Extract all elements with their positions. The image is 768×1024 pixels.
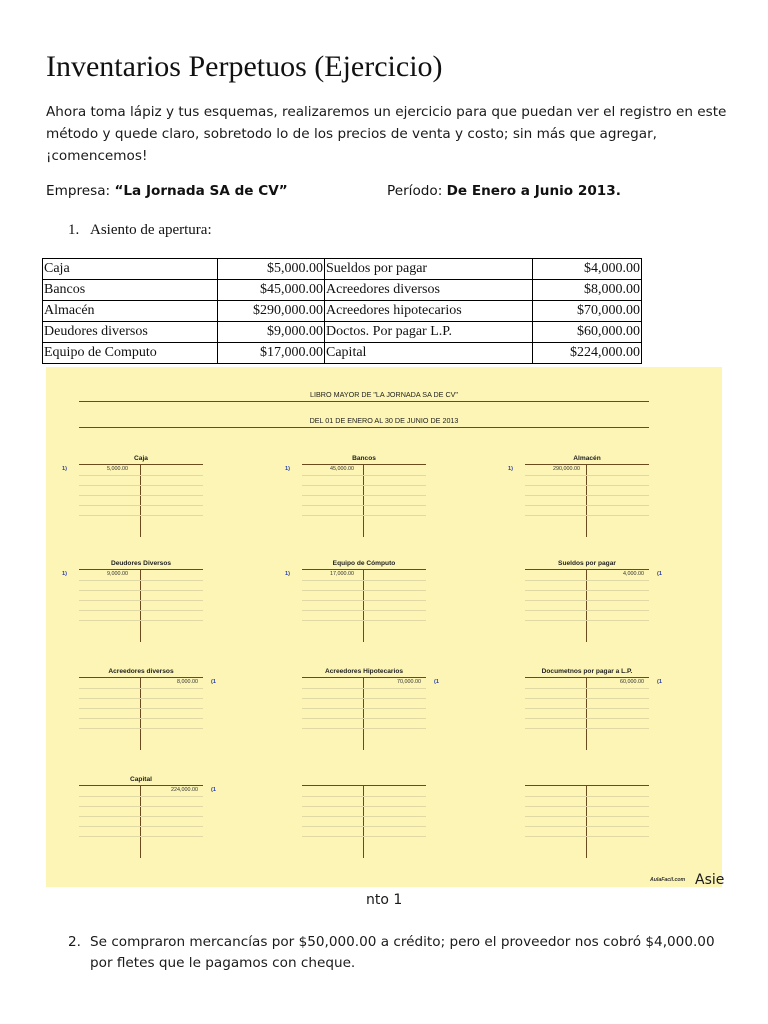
t-account-grid-line [79, 698, 203, 699]
account-name-debit: Caja [43, 259, 218, 280]
t-account-grid-line [525, 600, 649, 601]
amount-credit: $4,000.00 [533, 259, 642, 280]
amount-debit: $45,000.00 [218, 280, 325, 301]
t-account-top-rule [525, 464, 649, 465]
t-account-grid-line [79, 718, 203, 719]
t-account [79, 668, 216, 750]
account-name-credit: Sueldos por pagar [325, 259, 533, 280]
entry-ref-left: 1) [285, 571, 290, 577]
amount-credit: $60,000.00 [533, 322, 642, 343]
t-account-grid-line [302, 718, 426, 719]
t-account-grid-line [302, 610, 426, 611]
t-account-grid-line [525, 485, 649, 486]
t-account-top-rule [79, 464, 203, 465]
list-item-2 [68, 932, 738, 974]
t-account-grid-line [525, 796, 649, 797]
t-account-grid-line [79, 826, 203, 827]
t-account [285, 455, 426, 537]
list-item-1 [68, 222, 212, 239]
t-account-grid-line [79, 728, 203, 729]
empresa-label: Empresa: [46, 183, 115, 199]
t-account-grid-line [302, 708, 426, 709]
table-row [43, 259, 642, 280]
empresa-line [46, 183, 288, 199]
t-account-debit: 17,000.00 [330, 571, 354, 577]
t-account-top-rule [302, 677, 426, 678]
t-account [302, 776, 426, 858]
ledger-subheading: DEL 01 DE ENERO AL 30 DE JUNIO DE 2013 [309, 416, 459, 425]
t-account-grid-line [302, 698, 426, 699]
t-account-grid-line [79, 495, 203, 496]
empresa-value: “La Jornada SA de CV” [114, 183, 288, 199]
t-account-top-rule [302, 464, 426, 465]
t-account [525, 776, 649, 858]
t-account-name: Acreedores Hipotecarios [324, 668, 404, 675]
t-account-grid-line [525, 836, 649, 837]
list-item-number: 1. [68, 222, 80, 238]
entry-ref-left: 1) [62, 571, 67, 577]
t-account-grid-line [79, 688, 203, 689]
t-account-top-rule [525, 677, 649, 678]
ledger-heading: LIBRO MAYOR DE "LA JORNADA SA DE CV" [310, 390, 458, 399]
t-account-name: Caja [134, 455, 148, 462]
t-account-name: Equipo de Cómputo [332, 560, 396, 567]
t-account-credit: 4,000.00 [623, 571, 644, 577]
t-account-grid-line [525, 610, 649, 611]
t-account-grid-line [302, 620, 426, 621]
t-account-grid-line [525, 620, 649, 621]
t-account-grid-line [302, 600, 426, 601]
t-account-grid-line [525, 718, 649, 719]
t-account [62, 560, 203, 642]
periodo-label: Período: [387, 183, 447, 199]
amount-debit: $5,000.00 [218, 259, 325, 280]
t-account-grid-line [79, 708, 203, 709]
entry-ref-right: (1 [211, 787, 216, 793]
t-account-grid-line [302, 485, 426, 486]
t-account-credit: 224,000.00 [171, 787, 198, 793]
table-row [43, 322, 642, 343]
periodo-line [387, 183, 621, 199]
t-account-name: Sueldos por pagar [558, 560, 616, 567]
t-account-grid-line [79, 620, 203, 621]
account-name-debit: Bancos [43, 280, 218, 301]
t-account-credit: 70,000.00 [397, 679, 421, 685]
caption-part-2: nto 1 [366, 892, 403, 908]
t-account-name: Capital [130, 776, 152, 783]
t-account-grid-line [525, 728, 649, 729]
entry-ref-right: (1 [434, 679, 439, 685]
t-account [79, 776, 216, 858]
t-account-grid-line [79, 505, 203, 506]
ledger-subheading-rule [79, 427, 649, 428]
t-account-grid-line [525, 515, 649, 516]
t-account-credit: 60,000.00 [620, 679, 644, 685]
t-account-grid-line [525, 475, 649, 476]
t-account-grid-line [79, 610, 203, 611]
t-account-grid-line [79, 590, 203, 591]
t-account-grid-line [302, 515, 426, 516]
t-account-grid-line [525, 580, 649, 581]
t-account-name: Acreedores diversos [108, 668, 174, 675]
t-account-credit: 8,000.00 [177, 679, 198, 685]
table-row [43, 280, 642, 301]
t-account [302, 668, 439, 750]
account-name-credit: Acreedores diversos [325, 280, 533, 301]
t-account-grid-line [302, 836, 426, 837]
t-account [525, 560, 662, 642]
account-name-credit: Capital [325, 343, 533, 364]
t-account-top-rule [79, 569, 203, 570]
entry-ref-right: (1 [657, 679, 662, 685]
t-account-grid-line [525, 698, 649, 699]
caption-part-1: Asie [695, 872, 725, 888]
entry-ref-left: 1) [508, 466, 513, 472]
account-name-debit: Almacén [43, 301, 218, 322]
t-account-grid-line [302, 728, 426, 729]
t-account-grid-line [302, 505, 426, 506]
t-account-debit: 45,000.00 [330, 466, 354, 472]
t-account-name: Documetnos por pagar a L.P. [541, 668, 633, 675]
account-name-debit: Deudores diversos [43, 322, 218, 343]
t-account-grid-line [525, 708, 649, 709]
t-account-grid-line [79, 485, 203, 486]
t-account-grid-line [525, 590, 649, 591]
t-account-top-rule [302, 785, 426, 786]
entry-ref-left: 1) [285, 466, 290, 472]
t-account-grid-line [525, 495, 649, 496]
t-account-grid-line [302, 590, 426, 591]
amount-credit: $8,000.00 [533, 280, 642, 301]
t-account [285, 560, 426, 642]
t-account-name: Deudores Diversos [110, 560, 172, 567]
t-account-grid-line [79, 816, 203, 817]
t-account-grid-line [79, 475, 203, 476]
aulafacil-watermark: AulaFacil.com [650, 877, 686, 883]
t-account-grid-line [302, 796, 426, 797]
amount-debit: $290,000.00 [218, 301, 325, 322]
t-account-grid-line [79, 580, 203, 581]
t-account [62, 455, 203, 537]
t-account-grid-line [302, 816, 426, 817]
t-account-grid-line [79, 836, 203, 837]
t-account-grid-line [302, 580, 426, 581]
t-account-top-rule [302, 569, 426, 570]
t-account [508, 455, 649, 537]
t-account-grid-line [302, 688, 426, 689]
ledger-image [46, 367, 725, 888]
t-account-grid-line [525, 826, 649, 827]
amount-debit: $17,000.00 [218, 343, 325, 364]
t-account-grid-line [79, 796, 203, 797]
t-account-grid-line [302, 475, 426, 476]
t-account-grid-line [79, 515, 203, 516]
t-account-name: Bancos [352, 455, 376, 462]
t-account-grid-line [302, 495, 426, 496]
t-account-top-rule [525, 785, 649, 786]
t-account-grid-line [525, 806, 649, 807]
account-name-credit: Acreedores hipotecarios [325, 301, 533, 322]
opening-entry-table [42, 258, 642, 364]
t-account-grid-line [302, 806, 426, 807]
t-account-grid-line [525, 816, 649, 817]
t-account-grid-line [525, 505, 649, 506]
account-name-credit: Doctos. Por pagar L.P. [325, 322, 533, 343]
entry-ref-left: 1) [62, 466, 67, 472]
periodo-value: De Enero a Junio 2013. [446, 183, 621, 199]
ledger-heading-rule [79, 401, 649, 402]
amount-debit: $9,000.00 [218, 322, 325, 343]
t-account-grid-line [79, 600, 203, 601]
amount-credit: $70,000.00 [533, 301, 642, 322]
list-item-number: 2. [68, 934, 81, 950]
list-item-text: Asiento de apertura: [90, 222, 212, 238]
entry-ref-right: (1 [211, 679, 216, 685]
t-account-debit: 9,000.00 [107, 571, 128, 577]
page-title: Inventarios Perpetuos (Ejercicio) [46, 50, 443, 83]
amount-credit: $224,000.00 [533, 343, 642, 364]
t-account-top-rule [525, 569, 649, 570]
list-item-text: Se compraron mercancías por $50,000.00 a crédito; pero el proveedor nos cobró $4,000.00 por fletes que le pagamos con cheque. [90, 934, 715, 971]
t-account-top-rule [79, 677, 203, 678]
t-account-grid-line [302, 826, 426, 827]
t-account-grid-line [525, 688, 649, 689]
t-account-debit: 290,000.00 [553, 466, 580, 472]
t-account-top-rule [79, 785, 203, 786]
t-account-name: Almacén [573, 455, 601, 462]
intro-paragraph: Ahora toma lápiz y tus esquemas, realizaremos un ejercicio para que puedan ver el registro en este método y quede claro, sobretodo lo de los precios de venta y costo; sin más que agregar, ¡comencemos! [46, 104, 727, 164]
t-account-debit: 5,000.00 [107, 466, 128, 472]
t-account [525, 668, 662, 750]
table-row [43, 343, 642, 364]
t-account-grid-line [79, 806, 203, 807]
entry-ref-right: (1 [657, 571, 662, 577]
account-name-debit: Equipo de Computo [43, 343, 218, 364]
table-row [43, 301, 642, 322]
